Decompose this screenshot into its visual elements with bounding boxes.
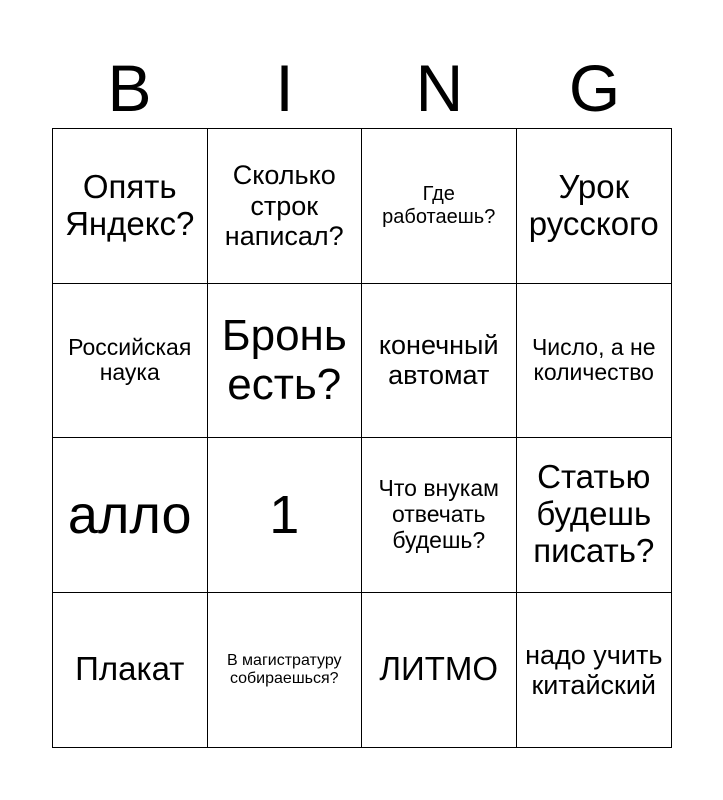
bingo-cell[interactable]: Сколько строк написал? bbox=[208, 129, 363, 284]
bingo-cell[interactable]: Плакат bbox=[53, 593, 208, 748]
bingo-cell[interactable]: Урок русского bbox=[517, 129, 672, 284]
bingo-cell[interactable]: Опять Яндекс? bbox=[53, 129, 208, 284]
bingo-cell[interactable]: 1 bbox=[208, 438, 363, 593]
bingo-cell[interactable]: надо учить китайский bbox=[525, 639, 663, 700]
bingo-cell[interactable]: Бронь есть? bbox=[208, 284, 363, 439]
bingo-grid bbox=[52, 128, 672, 748]
bingo-cell[interactable]: Что внукам отвечать будешь? bbox=[362, 438, 517, 593]
bingo-cell[interactable]: Российская наука bbox=[53, 284, 208, 439]
bingo-cell[interactable]: В магистратуру собираешься? bbox=[208, 593, 363, 748]
header-letter-n: N bbox=[415, 51, 464, 125]
bingo-cell[interactable]: конечный автомат bbox=[362, 284, 517, 439]
bingo-cell[interactable]: ЛИТМО bbox=[362, 593, 517, 748]
bingo-cell[interactable]: Статью будешь писать? bbox=[517, 438, 672, 593]
header-letter-b: B bbox=[107, 51, 152, 125]
bingo-header bbox=[52, 50, 672, 126]
bingo-cell[interactable]: алло bbox=[53, 438, 208, 593]
bingo-cell[interactable]: Число, а не количество bbox=[517, 284, 672, 439]
header-letter-i: I bbox=[275, 51, 294, 125]
header-letter-g: G bbox=[568, 51, 621, 125]
bingo-cell[interactable]: Где работаешь? bbox=[362, 129, 517, 284]
